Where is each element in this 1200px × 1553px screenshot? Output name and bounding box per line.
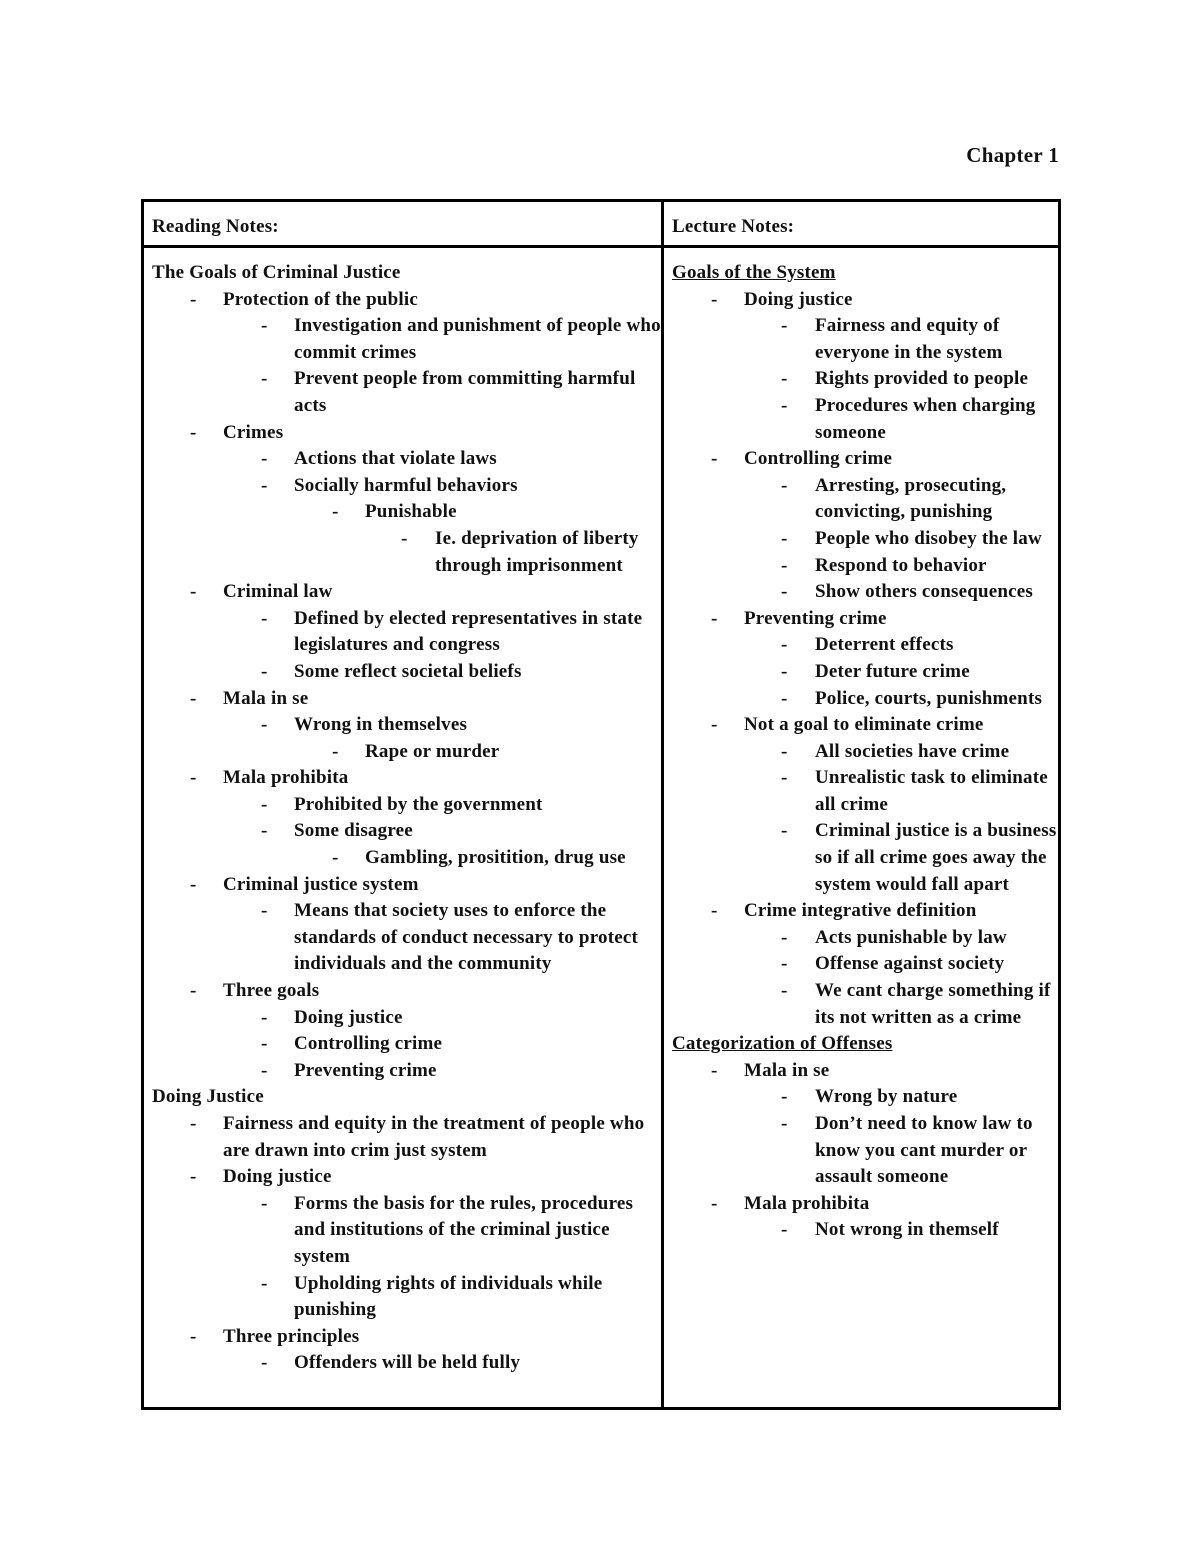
bullet-dash-icon: - — [261, 1059, 268, 1081]
table-body-row — [143, 247, 1060, 1409]
bullet-dash-icon: - — [711, 900, 718, 922]
bullet-dash-icon: - — [781, 1086, 788, 1108]
lecture-note-item — [664, 1031, 1058, 1058]
bullet-dash-icon: - — [711, 1192, 718, 1214]
reading-note-item — [144, 526, 661, 579]
bullet-dash-icon: - — [781, 953, 788, 975]
bullet-dash-icon: - — [711, 288, 718, 310]
note-text: Procedures when charging someone — [815, 394, 1036, 443]
note-text: Forms the basis for the rules, procedures and institutions of the criminal justice system — [294, 1192, 634, 1267]
reading-note-item — [144, 499, 661, 526]
note-text: Controlling crime — [744, 448, 893, 470]
lecture-note-item — [664, 632, 1058, 659]
reading-note-item — [144, 1350, 661, 1377]
note-text: Criminal law — [223, 581, 333, 603]
reading-note-item — [144, 260, 661, 287]
note-text: Doing Justice — [152, 1086, 264, 1108]
lecture-note-item — [664, 606, 1058, 633]
bullet-dash-icon: - — [332, 740, 339, 762]
bullet-dash-icon: - — [332, 501, 339, 523]
note-text: Prohibited by the government — [294, 793, 543, 815]
chapter-label: Chapter 1 — [966, 143, 1059, 167]
reading-note-item — [144, 473, 661, 500]
bullet-dash-icon: - — [711, 1059, 718, 1081]
reading-note-item — [144, 1164, 661, 1191]
lecture-note-item — [664, 553, 1058, 580]
note-text: Some disagree — [294, 820, 413, 842]
bullet-dash-icon: - — [190, 687, 197, 709]
note-text: Mala prohibita — [744, 1192, 870, 1214]
lecture-notes-header-cell — [663, 201, 1060, 247]
reading-note-item — [144, 739, 661, 766]
note-text: We cant charge something if its not written as a crime — [815, 980, 1051, 1028]
bullet-dash-icon: - — [190, 288, 197, 310]
note-text: Mala in se — [744, 1059, 830, 1081]
note-text: Crimes — [223, 421, 284, 443]
note-text: Doing justice — [744, 288, 853, 310]
reading-note-item — [144, 872, 661, 899]
reading-note-item — [144, 1031, 661, 1058]
note-text: Deterrent effects — [815, 634, 954, 656]
note-text: The Goals of Criminal Justice — [152, 262, 401, 283]
reading-note-item — [144, 1271, 661, 1324]
bullet-dash-icon: - — [190, 980, 197, 1002]
bullet-dash-icon: - — [781, 581, 788, 603]
note-text: Respond to behavior — [815, 554, 987, 576]
note-text: People who disobey the law — [815, 527, 1042, 549]
note-text: Upholding rights of individuals while punishing — [294, 1272, 603, 1321]
note-text: Fairness and equity in the treatment of people who are drawn into crim just system — [223, 1113, 645, 1161]
reading-note-item — [144, 313, 661, 366]
note-text: Acts punishable by law — [815, 926, 1007, 948]
note-text: Not wrong in themself — [815, 1219, 999, 1241]
bullet-dash-icon: - — [190, 581, 197, 603]
note-text: Preventing crime — [744, 607, 887, 629]
note-text: Deter future crime — [815, 660, 970, 682]
note-text: Wrong in themselves — [294, 714, 468, 736]
lecture-note-item — [664, 765, 1058, 818]
lecture-note-item — [664, 712, 1058, 739]
reading-note-item — [144, 765, 661, 792]
table-header-row — [143, 201, 1060, 247]
note-text: Actions that violate laws — [294, 448, 497, 470]
bullet-dash-icon: - — [261, 900, 268, 922]
reading-note-item — [144, 792, 661, 819]
note-text: Not a goal to eliminate crime — [744, 714, 984, 736]
bullet-dash-icon: - — [261, 448, 268, 470]
bullet-dash-icon: - — [332, 847, 339, 869]
lecture-note-item — [664, 978, 1058, 1031]
bullet-dash-icon: - — [190, 873, 197, 895]
lecture-note-item — [664, 473, 1058, 526]
bullet-dash-icon: - — [190, 1325, 197, 1347]
note-text: Three goals — [223, 980, 320, 1002]
reading-notes-cell — [143, 247, 663, 1409]
reading-note-item — [144, 1324, 661, 1351]
reading-note-item — [144, 712, 661, 739]
lecture-note-item — [664, 446, 1058, 473]
bullet-dash-icon: - — [190, 767, 197, 789]
bullet-dash-icon: - — [261, 368, 268, 390]
note-text: Doing justice — [223, 1166, 332, 1188]
note-text: Punishable — [365, 501, 457, 523]
lecture-note-item — [664, 818, 1058, 898]
reading-notes-header-cell — [143, 201, 663, 247]
note-text: Ie. deprivation of liberty through imprisonment — [435, 527, 639, 576]
note-text: Means that society uses to enforce the standards of conduct necessary to protect individuals and the community — [294, 900, 639, 975]
bullet-dash-icon: - — [781, 315, 788, 337]
bullet-dash-icon: - — [781, 474, 788, 496]
reading-note-item — [144, 1191, 661, 1271]
bullet-dash-icon: - — [261, 607, 268, 629]
lecture-note-item — [664, 313, 1058, 366]
note-text: Doing justice — [294, 1006, 403, 1028]
note-text: Rights provided to people — [815, 368, 1029, 390]
lecture-note-item — [664, 659, 1058, 686]
bullet-dash-icon: - — [781, 554, 788, 576]
reading-note-item — [144, 818, 661, 845]
note-text: Offense against society — [815, 953, 1005, 975]
note-text: Wrong by nature — [815, 1086, 958, 1108]
reading-note-item — [144, 686, 661, 713]
note-text: Mala prohibita — [223, 767, 349, 789]
bullet-dash-icon: - — [261, 793, 268, 815]
lecture-note-item — [664, 366, 1058, 393]
reading-note-item — [144, 606, 661, 659]
note-text: Arresting, prosecuting, convicting, punishing — [815, 474, 1007, 523]
reading-notes-list — [144, 260, 661, 1377]
reading-note-item — [144, 287, 661, 314]
bullet-dash-icon: - — [711, 714, 718, 736]
note-text: Some reflect societal beliefs — [294, 660, 522, 682]
reading-notes-heading: Reading Notes: — [152, 216, 279, 237]
lecture-note-item — [664, 260, 1058, 287]
note-text: Investigation and punishment of people who commit crimes — [294, 315, 661, 363]
note-text: Socially harmful behaviors — [294, 474, 518, 496]
lecture-note-item — [664, 1084, 1058, 1111]
bullet-dash-icon: - — [781, 1113, 788, 1134]
bullet-dash-icon: - — [781, 926, 788, 948]
note-text: Criminal justice is a business so if all crime goes away the system would fall apart — [815, 820, 1057, 895]
lecture-note-item — [664, 925, 1058, 952]
note-text: Preventing crime — [294, 1059, 437, 1081]
reading-note-item — [144, 659, 661, 686]
bullet-dash-icon: - — [261, 1272, 268, 1294]
bullet-dash-icon: - — [781, 527, 788, 549]
lecture-note-item — [664, 1058, 1058, 1085]
reading-note-item — [144, 1058, 661, 1085]
bullet-dash-icon: - — [261, 1192, 268, 1214]
lecture-note-item — [664, 393, 1058, 446]
bullet-dash-icon: - — [261, 315, 268, 337]
bullet-dash-icon: - — [261, 1033, 268, 1055]
bullet-dash-icon: - — [190, 1113, 197, 1134]
bullet-dash-icon: - — [261, 1006, 268, 1028]
lecture-note-item — [664, 579, 1058, 606]
bullet-dash-icon: - — [781, 740, 788, 762]
lecture-notes-heading: Lecture Notes: — [672, 216, 795, 237]
bullet-dash-icon: - — [781, 1219, 788, 1241]
lecture-note-item — [664, 951, 1058, 978]
reading-note-item — [144, 366, 661, 419]
lecture-note-item — [664, 1111, 1058, 1191]
note-text: Protection of the public — [223, 288, 418, 310]
reading-note-item — [144, 1005, 661, 1032]
lecture-note-item — [664, 287, 1058, 314]
bullet-dash-icon: - — [261, 820, 268, 842]
reading-note-item — [144, 1084, 661, 1111]
note-text: Defined by elected representatives in state legislatures and congress — [294, 607, 643, 656]
bullet-dash-icon: - — [781, 820, 788, 842]
bullet-dash-icon: - — [261, 714, 268, 736]
note-text: Unrealistic task to eliminate all crime — [815, 767, 1048, 815]
bullet-dash-icon: - — [261, 1352, 268, 1374]
bullet-dash-icon: - — [261, 474, 268, 496]
lecture-note-item — [664, 526, 1058, 553]
bullet-dash-icon: - — [261, 660, 268, 682]
lecture-notes-list — [664, 260, 1058, 1244]
lecture-note-item — [664, 686, 1058, 713]
reading-note-item — [144, 579, 661, 606]
note-text: Three principles — [223, 1325, 360, 1347]
note-text: Don’t need to know law to know you cant murder or assault someone — [815, 1113, 1033, 1188]
lecture-note-item — [664, 739, 1058, 766]
bullet-dash-icon: - — [190, 421, 197, 443]
note-text: Controlling crime — [294, 1033, 443, 1055]
reading-note-item — [144, 446, 661, 473]
reading-note-item — [144, 978, 661, 1005]
bullet-dash-icon: - — [711, 448, 718, 470]
note-text: Mala in se — [223, 687, 309, 709]
note-text: Categorization of Offenses — [672, 1033, 893, 1055]
note-text: Criminal justice system — [223, 873, 419, 895]
bullet-dash-icon: - — [781, 767, 788, 789]
reading-note-item — [144, 1111, 661, 1164]
bullet-dash-icon: - — [711, 607, 718, 629]
bullet-dash-icon: - — [190, 1166, 197, 1188]
note-text: Rape or murder — [365, 740, 500, 762]
reading-note-item — [144, 845, 661, 872]
note-text: Goals of the System — [672, 262, 836, 283]
bullet-dash-icon: - — [781, 394, 788, 416]
note-text: Police, courts, punishments — [815, 687, 1043, 709]
notes-table — [141, 199, 1061, 1410]
note-text: All societies have crime — [815, 740, 1010, 762]
bullet-dash-icon: - — [401, 527, 408, 549]
note-text: Crime integrative definition — [744, 900, 977, 922]
note-text: Offenders will be held fully — [294, 1352, 521, 1374]
reading-note-item — [144, 898, 661, 978]
lecture-note-item — [664, 898, 1058, 925]
bullet-dash-icon: - — [781, 634, 788, 656]
bullet-dash-icon: - — [781, 687, 788, 709]
lecture-notes-cell — [663, 247, 1060, 1409]
note-text: Prevent people from committing harmful acts — [294, 368, 636, 416]
bullet-dash-icon: - — [781, 980, 788, 1002]
note-text: Gambling, prositition, drug use — [365, 847, 626, 869]
lecture-note-item — [664, 1191, 1058, 1218]
note-text: Show others consequences — [815, 581, 1034, 603]
lecture-note-item — [664, 1217, 1058, 1244]
bullet-dash-icon: - — [781, 660, 788, 682]
note-text: Fairness and equity of everyone in the system — [815, 315, 1003, 363]
bullet-dash-icon: - — [781, 368, 788, 390]
reading-note-item — [144, 420, 661, 447]
